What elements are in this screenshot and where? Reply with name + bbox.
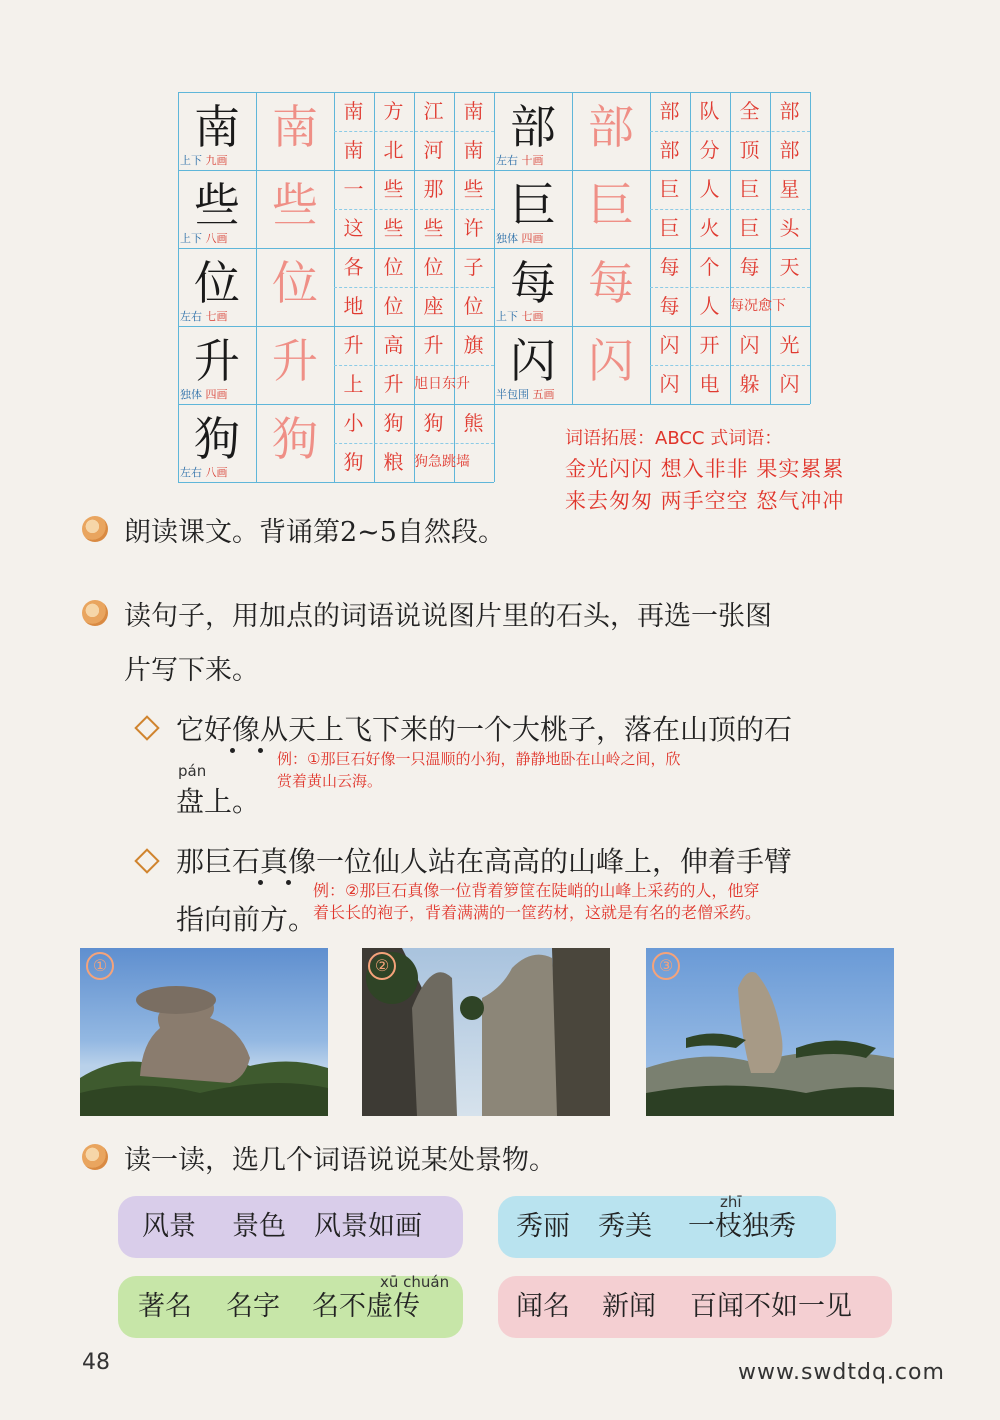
grid-line	[494, 404, 810, 405]
grid-character: 南	[194, 100, 240, 154]
grid-trace-character: 位	[272, 256, 318, 310]
grid-trace-character: 狗	[272, 412, 318, 466]
word: 新闻	[602, 1291, 656, 1322]
emphasis-dot	[258, 880, 263, 885]
photo-rock-3	[646, 948, 894, 1116]
task3-text: 读一读，选几个词语说说某处景物。	[124, 1145, 556, 1176]
structure-label: 左右	[496, 154, 518, 167]
word-cell: 巨	[659, 216, 680, 240]
photo-rock-2	[362, 948, 610, 1116]
watermark: www.swdtdq.com	[738, 1360, 945, 1385]
character-info	[496, 230, 544, 246]
word-cell: 南	[463, 138, 484, 162]
grid-character: 位	[194, 256, 240, 310]
stroke-count: 九画	[202, 154, 228, 167]
grid-character: 些	[194, 178, 240, 232]
word-cell: 每	[739, 255, 760, 279]
word-cell: 狗急跳墙	[414, 454, 470, 470]
example-note: 例：②那巨石真像一位背着箩筐在陡峭的山峰上采药的人，他穿 着长长的袍子，背着满满的一筐药材，这就是有名的老僧采药。	[313, 881, 762, 922]
task2-text: 读句子，用加点的词语说说图片里的石头，再选一张图	[124, 601, 772, 632]
grid-trace-character: 南	[272, 100, 318, 154]
grid-character: 每	[510, 256, 556, 310]
character-info	[180, 464, 228, 480]
sentence-2: 那巨石真像一位仙人站在高高的山峰上，伸着手臂	[176, 845, 793, 878]
task-bullet-icon	[82, 1144, 108, 1170]
word-box	[118, 1196, 463, 1258]
grid-trace-character: 些	[272, 178, 318, 232]
word-cell: 南	[343, 99, 364, 123]
word-cell: 位	[383, 255, 404, 279]
task-bullet-icon	[82, 600, 108, 626]
emphasis-dot	[230, 748, 235, 753]
grid-trace-character: 闪	[588, 334, 634, 388]
grid-character: 升	[194, 334, 240, 388]
word-cell: 上	[343, 372, 364, 396]
expansion-title: 词语拓展：ABCC 式词语：	[565, 428, 783, 449]
character-info	[180, 386, 228, 402]
stroke-count: 四画	[518, 232, 544, 245]
word-cell: 些	[383, 177, 404, 201]
word-box	[498, 1276, 892, 1338]
word-cell: 粮	[383, 450, 404, 474]
word-cell: 方	[383, 99, 404, 123]
word-cell: 地	[343, 294, 364, 318]
word-cell: 个	[699, 255, 720, 279]
word-cell: 些	[423, 216, 444, 240]
structure-label: 半包围	[496, 388, 529, 401]
word-cell: 些	[383, 216, 404, 240]
grid-trace-character: 每	[588, 256, 634, 310]
word-cell: 部	[779, 99, 800, 123]
pinyin: zhī	[720, 1193, 742, 1211]
stroke-count: 七画	[518, 310, 544, 323]
pinyin: xū chuán	[380, 1273, 450, 1291]
word: 秀丽	[516, 1211, 570, 1242]
word-cell: 升	[343, 333, 364, 357]
word: 闻名	[516, 1291, 570, 1322]
structure-label: 独体	[180, 388, 202, 401]
task1-text: 朗读课文。背诵第2~5自然段。	[124, 517, 505, 548]
character-info	[496, 152, 544, 168]
stroke-count: 十画	[518, 154, 544, 167]
word-cell: 部	[659, 99, 680, 123]
word-cell: 各	[343, 255, 364, 279]
photo-number: ③	[652, 952, 680, 980]
task2-text-cont: 片写下来。	[124, 655, 259, 686]
expansion-line: 来去匆匆 两手空空 怒气冲冲	[565, 489, 845, 513]
word-cell: 这	[343, 216, 364, 240]
word-cell: 升	[423, 333, 444, 357]
word-cell: 顶	[739, 138, 760, 162]
word-cell: 火	[699, 216, 720, 240]
word-cell: 熊	[463, 411, 484, 435]
grid-character: 部	[510, 100, 556, 154]
word: 著名	[138, 1291, 192, 1322]
word-cell: 狗	[383, 411, 404, 435]
word-cell: 一	[343, 177, 364, 201]
word-cell: 分	[699, 138, 720, 162]
word-cell: 队	[699, 99, 720, 123]
word-cell: 巨	[659, 177, 680, 201]
word-cell: 头	[779, 216, 800, 240]
character-info	[180, 308, 228, 324]
structure-label: 上下	[496, 310, 518, 323]
word-cell: 巨	[739, 216, 760, 240]
stroke-count: 七画	[202, 310, 228, 323]
character-info	[180, 230, 228, 246]
grid-trace-character: 巨	[588, 178, 634, 232]
word-cell: 全	[739, 99, 760, 123]
word-cell: 河	[423, 138, 444, 162]
word-cell: 北	[383, 138, 404, 162]
word-expansion	[565, 425, 925, 517]
word-cell: 人	[699, 177, 720, 201]
structure-label: 左右	[180, 466, 202, 479]
word-cell: 座	[423, 294, 444, 318]
word: 百闻不如一见	[690, 1291, 852, 1322]
word: 名不虚传	[312, 1291, 420, 1322]
word-cell: 南	[463, 99, 484, 123]
sentence-1-cont: 盘上。	[176, 785, 261, 818]
word-cell: 每况愈下	[730, 298, 786, 314]
structure-label: 左右	[180, 310, 202, 323]
word-cell: 江	[423, 99, 444, 123]
word-cell: 升	[383, 372, 404, 396]
word-cell: 些	[463, 177, 484, 201]
word-cell: 子	[463, 255, 484, 279]
stroke-count: 八画	[202, 466, 228, 479]
word-cell: 躲	[739, 372, 760, 396]
word-cell: 狗	[343, 450, 364, 474]
grid-line	[178, 482, 494, 483]
word-cell: 闪	[659, 333, 680, 357]
structure-label: 上下	[180, 232, 202, 245]
word-cell: 小	[343, 411, 364, 435]
page-number: 48	[82, 1350, 110, 1375]
word-cell: 人	[699, 294, 720, 318]
grid-trace-character: 部	[588, 100, 634, 154]
sentence-1: 它好像从天上飞下来的一个大桃子，落在山顶的石	[176, 713, 793, 746]
stroke-count: 八画	[202, 232, 228, 245]
photo-number: ②	[368, 952, 396, 980]
photo-rock-1	[80, 948, 328, 1116]
character-info	[496, 386, 555, 402]
grid-character: 狗	[194, 412, 240, 466]
diamond-bullet-icon	[134, 715, 159, 740]
word-cell: 位	[423, 255, 444, 279]
word-cell: 每	[659, 255, 680, 279]
word-cell: 光	[779, 333, 800, 357]
word-cell: 部	[659, 138, 680, 162]
word: 景色	[232, 1211, 286, 1242]
word-cell: 天	[779, 255, 800, 279]
task-bullet-icon	[82, 516, 108, 542]
grid-character: 闪	[510, 334, 556, 388]
word-cell: 开	[699, 333, 720, 357]
word-cell: 闪	[739, 333, 760, 357]
word-cell: 星	[779, 177, 800, 201]
word-cell: 旗	[463, 333, 484, 357]
word-cell: 位	[463, 294, 484, 318]
word-cell: 闪	[779, 372, 800, 396]
structure-label: 上下	[180, 154, 202, 167]
sentence-2-cont: 指向前方。	[176, 903, 317, 936]
grid-line	[810, 92, 811, 404]
stroke-count: 五画	[529, 388, 555, 401]
expansion-line: 金光闪闪 想入非非 果实累累	[565, 457, 845, 481]
word-cell: 部	[779, 138, 800, 162]
grid-character: 巨	[510, 178, 556, 232]
word-cell: 位	[383, 294, 404, 318]
emphasis-dot	[286, 880, 291, 885]
word: 一枝独秀	[688, 1211, 796, 1242]
pinyin: pán	[178, 762, 207, 780]
word-cell: 电	[699, 372, 720, 396]
word: 风景	[142, 1211, 196, 1242]
word-cell: 狗	[423, 411, 444, 435]
diamond-bullet-icon	[134, 848, 159, 873]
grid-trace-character: 升	[272, 334, 318, 388]
character-info	[180, 152, 228, 168]
character-info	[496, 308, 544, 324]
example-note: 例：①那巨石好像一只温顺的小狗，静静地卧在山岭之间，欣 赏着黄山云海。	[277, 750, 681, 790]
word-box	[498, 1196, 836, 1258]
word: 名字	[226, 1291, 280, 1322]
word-cell: 旭日东升	[414, 376, 470, 392]
word-cell: 许	[463, 216, 484, 240]
word-cell: 巨	[739, 177, 760, 201]
word-cell: 高	[383, 333, 404, 357]
word-cell: 每	[659, 294, 680, 318]
word-cell: 闪	[659, 372, 680, 396]
emphasis-dot	[258, 748, 263, 753]
structure-label: 独体	[496, 232, 518, 245]
word-cell: 那	[423, 177, 444, 201]
photo-number: ①	[86, 952, 114, 980]
word: 秀美	[598, 1211, 652, 1242]
word: 风景如画	[314, 1211, 422, 1242]
stroke-count: 四画	[202, 388, 228, 401]
word-cell: 南	[343, 138, 364, 162]
